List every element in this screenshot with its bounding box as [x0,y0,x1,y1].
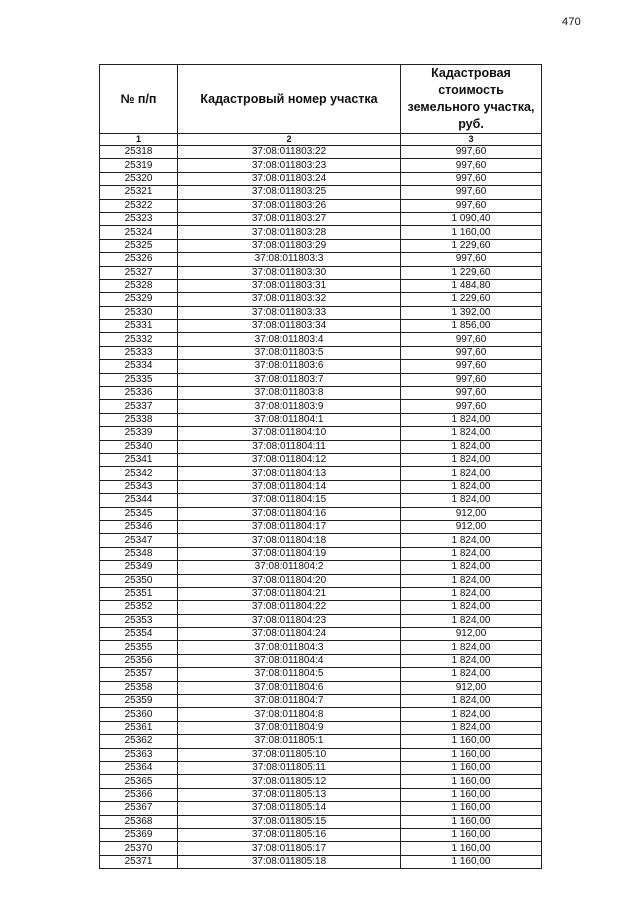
cadastral-value: 997,60 [401,360,542,373]
cadastral-value-table [99,64,542,869]
cadastral-number: 37:08:011803:24 [178,172,401,185]
table-row [100,654,542,667]
cadastral-number: 37:08:011803:4 [178,333,401,346]
cadastral-number: 37:08:011803:32 [178,293,401,306]
table-row [100,668,542,681]
table-row [100,360,542,373]
row-index: 25348 [100,547,178,560]
table-row [100,440,542,453]
cadastral-number: 37:08:011805:11 [178,761,401,774]
cadastral-value: 1 824,00 [401,695,542,708]
cadastral-value: 1 160,00 [401,775,542,788]
row-index: 25334 [100,360,178,373]
cadastral-value: 1 160,00 [401,788,542,801]
column-number: 1 [100,134,178,146]
cadastral-number: 37:08:011804:3 [178,641,401,654]
table-row [100,172,542,185]
page-number: 470 [562,16,581,28]
cadastral-number: 37:08:011804:24 [178,628,401,641]
cadastral-number: 37:08:011803:31 [178,279,401,292]
row-index: 25343 [100,480,178,493]
cadastral-value: 1 090,40 [401,212,542,225]
cadastral-number: 37:08:011803:29 [178,239,401,252]
table-row [100,601,542,614]
row-index: 25333 [100,346,178,359]
row-index: 25350 [100,574,178,587]
row-index: 25321 [100,186,178,199]
cadastral-value: 1 824,00 [401,427,542,440]
cadastral-value: 1 824,00 [401,708,542,721]
cadastral-value: 1 229,60 [401,239,542,252]
cadastral-value: 997,60 [401,253,542,266]
table-row [100,212,542,225]
cadastral-number: 37:08:011803:30 [178,266,401,279]
row-index: 25339 [100,427,178,440]
row-index: 25369 [100,828,178,841]
cadastral-value: 1 824,00 [401,668,542,681]
row-index: 25327 [100,266,178,279]
cadastral-number: 37:08:011804:17 [178,520,401,533]
cadastral-number: 37:08:011804:10 [178,427,401,440]
row-index: 25361 [100,721,178,734]
row-index: 25320 [100,172,178,185]
row-index: 25329 [100,293,178,306]
table-row [100,199,542,212]
row-index: 25363 [100,748,178,761]
cadastral-number: 37:08:011803:8 [178,387,401,400]
cadastral-number: 37:08:011805:15 [178,815,401,828]
cadastral-value: 1 824,00 [401,453,542,466]
table-row [100,320,542,333]
cadastral-number: 37:08:011805:13 [178,788,401,801]
cadastral-number: 37:08:011803:34 [178,320,401,333]
row-index: 25346 [100,520,178,533]
table-row [100,146,542,159]
table-row [100,480,542,493]
cadastral-number: 37:08:011803:5 [178,346,401,359]
cadastral-number: 37:08:011804:2 [178,561,401,574]
row-index: 25354 [100,628,178,641]
cadastral-number: 37:08:011804:16 [178,507,401,520]
table-row [100,346,542,359]
table-row [100,453,542,466]
cadastral-value: 1 824,00 [401,574,542,587]
cadastral-value: 912,00 [401,520,542,533]
row-index: 25323 [100,212,178,225]
table-row [100,828,542,841]
cadastral-number: 37:08:011804:7 [178,695,401,708]
table-row [100,186,542,199]
cadastral-value: 1 824,00 [401,614,542,627]
cadastral-value: 1 824,00 [401,467,542,480]
cadastral-value: 1 160,00 [401,855,542,868]
cadastral-value: 1 824,00 [401,413,542,426]
table-row [100,628,542,641]
table-row [100,507,542,520]
cadastral-number: 37:08:011804:1 [178,413,401,426]
cadastral-value: 1 160,00 [401,815,542,828]
cadastral-value: 1 160,00 [401,828,542,841]
table-row [100,842,542,855]
cadastral-number: 37:08:011805:1 [178,735,401,748]
row-index: 25371 [100,855,178,868]
row-index: 25353 [100,614,178,627]
row-index: 25349 [100,561,178,574]
row-index: 25336 [100,387,178,400]
row-index: 25324 [100,226,178,239]
cadastral-value: 1 160,00 [401,802,542,815]
table-row [100,574,542,587]
cadastral-number: 37:08:011804:20 [178,574,401,587]
cadastral-number: 37:08:011804:11 [178,440,401,453]
table-row [100,494,542,507]
table-row [100,266,542,279]
table-row [100,400,542,413]
row-index: 25365 [100,775,178,788]
cadastral-value: 997,60 [401,199,542,212]
cadastral-value: 1 824,00 [401,534,542,547]
row-index: 25344 [100,494,178,507]
cadastral-value: 1 824,00 [401,587,542,600]
cadastral-value: 997,60 [401,346,542,359]
cadastral-value: 997,60 [401,146,542,159]
cadastral-value: 912,00 [401,681,542,694]
row-index: 25366 [100,788,178,801]
cadastral-number: 37:08:011803:22 [178,146,401,159]
row-index: 25340 [100,440,178,453]
cadastral-number: 37:08:011803:25 [178,186,401,199]
table-row [100,333,542,346]
cadastral-number: 37:08:011803:28 [178,226,401,239]
table-row [100,373,542,386]
table-row [100,775,542,788]
table-row [100,681,542,694]
table-row [100,547,542,560]
row-index: 25355 [100,641,178,654]
table-row [100,815,542,828]
header-index: № п/п [100,65,178,134]
cadastral-number: 37:08:011804:21 [178,587,401,600]
cadastral-value: 1 160,00 [401,761,542,774]
cadastral-value: 1 824,00 [401,654,542,667]
row-index: 25360 [100,708,178,721]
cadastral-value: 997,60 [401,186,542,199]
cadastral-value: 997,60 [401,387,542,400]
row-index: 25370 [100,842,178,855]
table-row [100,855,542,868]
row-index: 25345 [100,507,178,520]
header-row [100,65,542,134]
cadastral-value: 1 392,00 [401,306,542,319]
cadastral-value: 1 229,60 [401,266,542,279]
cadastral-number: 37:08:011805:14 [178,802,401,815]
cadastral-value: 997,60 [401,373,542,386]
header-cadastral-value: Кадастровая стоимость земельного участка, руб. [401,65,542,134]
table-row [100,614,542,627]
table-row [100,427,542,440]
row-index: 25318 [100,146,178,159]
table-row [100,721,542,734]
cadastral-number: 37:08:011804:6 [178,681,401,694]
cadastral-number: 37:08:011804:9 [178,721,401,734]
cadastral-value: 1 160,00 [401,735,542,748]
cadastral-number: 37:08:011805:12 [178,775,401,788]
table-row [100,520,542,533]
cadastral-number: 37:08:011805:16 [178,828,401,841]
cadastral-value: 997,60 [401,172,542,185]
cadastral-number: 37:08:011803:7 [178,373,401,386]
row-index: 25351 [100,587,178,600]
row-index: 25352 [100,601,178,614]
table-row [100,788,542,801]
row-index: 25358 [100,681,178,694]
table-row [100,735,542,748]
table-row [100,279,542,292]
cadastral-value: 912,00 [401,507,542,520]
row-index: 25368 [100,815,178,828]
cadastral-number: 37:08:011803:6 [178,360,401,373]
table-row [100,413,542,426]
row-index: 25332 [100,333,178,346]
cadastral-number: 37:08:011803:27 [178,212,401,225]
table-row [100,748,542,761]
cadastral-value: 1 824,00 [401,440,542,453]
cadastral-value: 1 824,00 [401,561,542,574]
row-index: 25335 [100,373,178,386]
cadastral-number: 37:08:011804:23 [178,614,401,627]
cadastral-value: 1 824,00 [401,547,542,560]
cadastral-number: 37:08:011803:23 [178,159,401,172]
table-row [100,761,542,774]
cadastral-value: 1 824,00 [401,494,542,507]
cadastral-value: 997,60 [401,159,542,172]
table-row [100,239,542,252]
cadastral-value: 1 160,00 [401,748,542,761]
row-index: 25347 [100,534,178,547]
cadastral-number: 37:08:011804:4 [178,654,401,667]
table-row [100,587,542,600]
table-row [100,293,542,306]
cadastral-value: 1 824,00 [401,721,542,734]
row-index: 25319 [100,159,178,172]
table-row [100,708,542,721]
row-index: 25338 [100,413,178,426]
table-row [100,534,542,547]
cadastral-value: 912,00 [401,628,542,641]
cadastral-value: 1 824,00 [401,641,542,654]
cadastral-number: 37:08:011804:8 [178,708,401,721]
row-index: 25341 [100,453,178,466]
cadastral-number: 37:08:011804:18 [178,534,401,547]
cadastral-number: 37:08:011804:22 [178,601,401,614]
row-index: 25331 [100,320,178,333]
cadastral-number: 37:08:011803:3 [178,253,401,266]
row-index: 25364 [100,761,178,774]
row-index: 25359 [100,695,178,708]
row-index: 25367 [100,802,178,815]
cadastral-number: 37:08:011805:18 [178,855,401,868]
table-row [100,802,542,815]
cadastral-value: 997,60 [401,400,542,413]
cadastral-value: 1 824,00 [401,480,542,493]
row-index: 25322 [100,199,178,212]
table-row [100,253,542,266]
table-row [100,226,542,239]
cadastral-number: 37:08:011803:33 [178,306,401,319]
cadastral-value: 1 160,00 [401,842,542,855]
cadastral-number: 37:08:011803:9 [178,400,401,413]
row-index: 25326 [100,253,178,266]
cadastral-number: 37:08:011805:17 [178,842,401,855]
row-index: 25356 [100,654,178,667]
cadastral-value: 1 484,80 [401,279,542,292]
header-cadastral-number: Кадастровый номер участка [178,65,401,134]
column-number-row [100,134,542,146]
table-body [100,146,542,869]
row-index: 25362 [100,735,178,748]
table-row [100,641,542,654]
table-row [100,159,542,172]
cadastral-number: 37:08:011805:10 [178,748,401,761]
table-row [100,467,542,480]
cadastral-value: 1 229,60 [401,293,542,306]
row-index: 25325 [100,239,178,252]
cadastral-number: 37:08:011804:5 [178,668,401,681]
cadastral-number: 37:08:011804:13 [178,467,401,480]
row-index: 25328 [100,279,178,292]
cadastral-value: 997,60 [401,333,542,346]
cadastral-number: 37:08:011804:15 [178,494,401,507]
row-index: 25357 [100,668,178,681]
row-index: 25342 [100,467,178,480]
table-row [100,306,542,319]
table-row [100,695,542,708]
cadastral-number: 37:08:011804:12 [178,453,401,466]
table-row [100,561,542,574]
cadastral-number: 37:08:011803:26 [178,199,401,212]
cadastral-value: 1 160,00 [401,226,542,239]
cadastral-number: 37:08:011804:19 [178,547,401,560]
column-number: 3 [401,134,542,146]
cadastral-value: 1 856,00 [401,320,542,333]
column-number: 2 [178,134,401,146]
row-index: 25337 [100,400,178,413]
cadastral-value: 1 824,00 [401,601,542,614]
row-index: 25330 [100,306,178,319]
cadastral-number: 37:08:011804:14 [178,480,401,493]
table-row [100,387,542,400]
